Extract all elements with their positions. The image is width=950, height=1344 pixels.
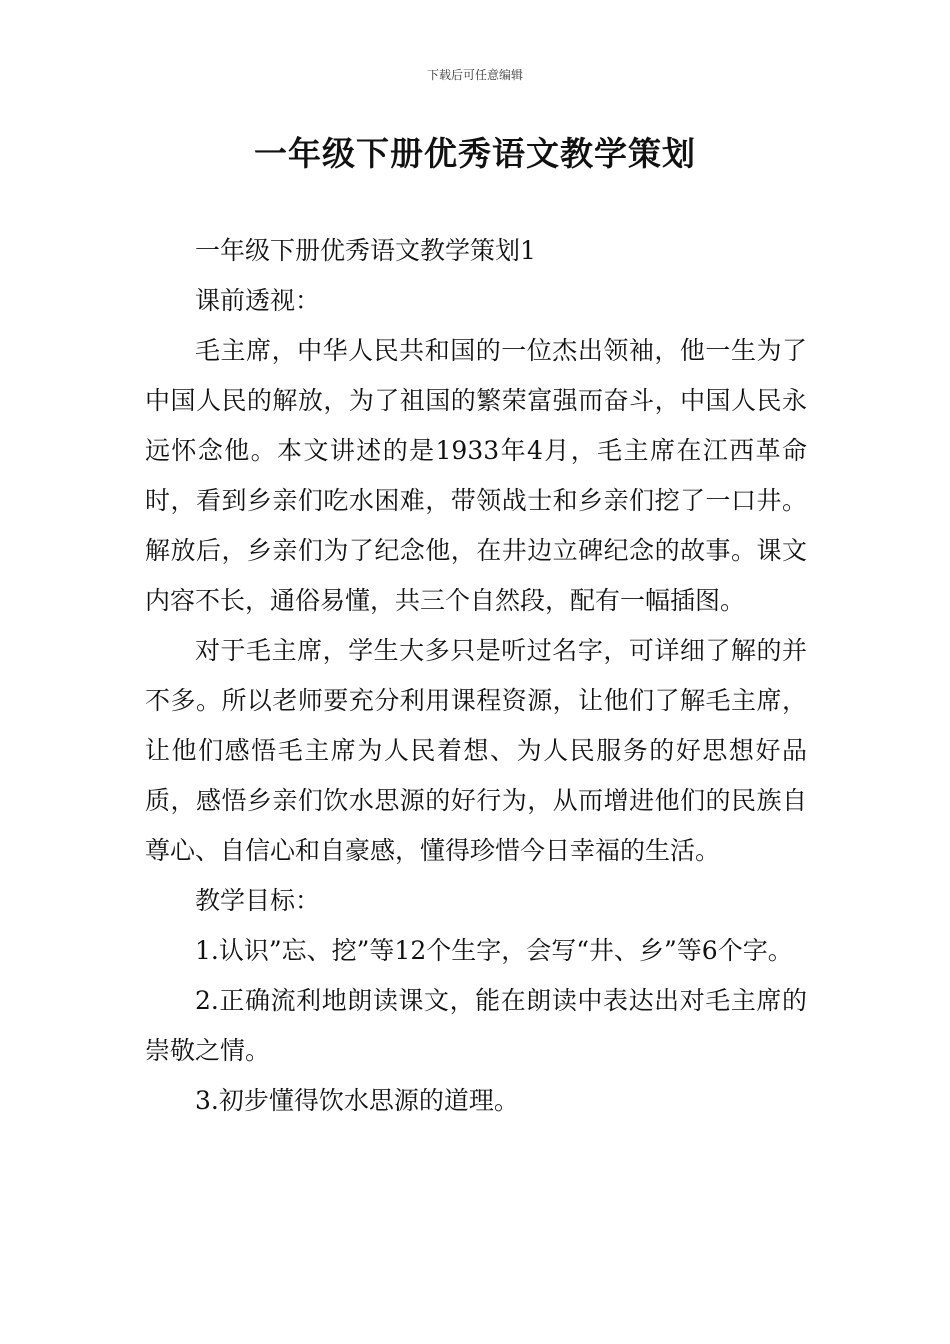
header-note: 下载后可任意编辑	[426, 68, 523, 82]
document-title: 一年级下册优秀语文教学策划	[254, 134, 696, 173]
goal-item: 1.认识”忘、挖”等12个生字，会写“井、乡”等6个字。	[195, 936, 793, 965]
goal-item: 2.正确流利地朗读课文，能在朗读中表达出对毛主席的崇敬之情。	[145, 986, 807, 1065]
goal-item: 3.初步懂得饮水思源的道理。	[195, 1086, 519, 1115]
paragraph: 毛主席，中华人民共和国的一位杰出领袖，他一生为了中国人民的解放，为了祖国的繁荣富强而奋斗，中国人民永远怀念他。本文讲述的是1933年4月，毛主席在江西革命时，看到乡亲们吃水困难，带领战士和乡亲们挖了一口井。解放后，乡亲们为了纪念他，在井边立碑纪念的故事。课文内容不长，通俗易懂，共三个自然段，配有一幅插图。	[145, 336, 807, 615]
document-body	[145, 226, 807, 1126]
section-heading: 一年级下册优秀语文教学策划1	[195, 236, 536, 265]
paragraph: 对于毛主席，学生大多只是听过名字，可详细了解的并不多。所以老师要充分利用课程资源，让他们了解毛主席，让他们感悟毛主席为人民着想、为人民服务的好思想好品质，感悟乡亲们饮水思源的好行为，从而增进他们的民族自尊心、自信心和自豪感，懂得珍惜今日幸福的生活。	[145, 636, 807, 865]
subheading-goals: 教学目标：	[195, 886, 321, 915]
subheading-preview: 课前透视：	[195, 286, 321, 315]
